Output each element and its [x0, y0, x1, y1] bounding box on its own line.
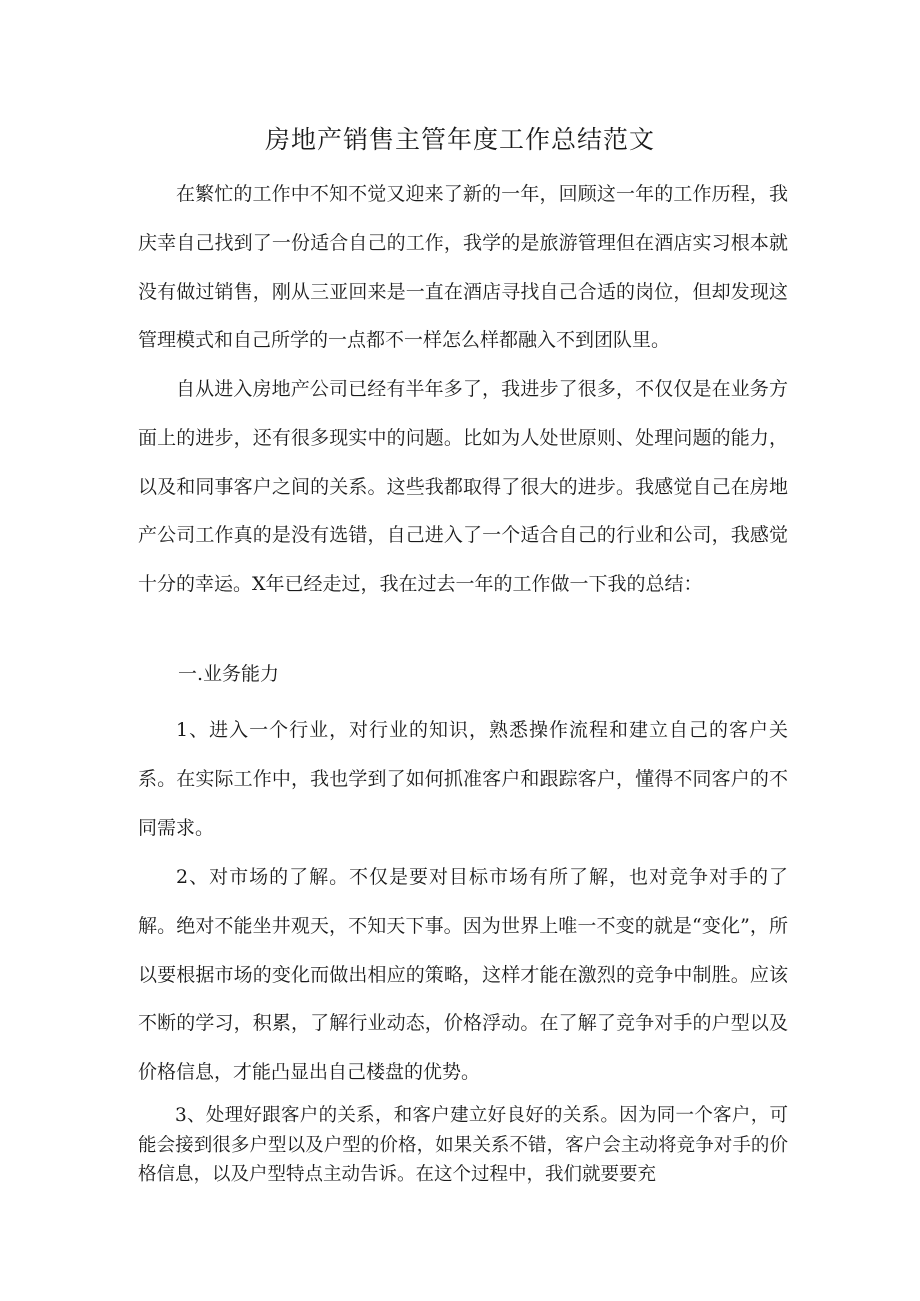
paragraph-intro: 在繁忙的工作中不知不觉又迎来了新的一年，回顾这一年的工作历程，我庆幸自己找到了一份适合自己的工作，我学的是旅游管理但在酒店实习根本就没有做过销售，刚从三亚回来是一直在酒店寻找自己合适的岗位，但却发现这管理模式和自己所学的一点都不一样怎么样都融入不到团队里。	[138, 183, 788, 352]
document-title: 房地产销售主管年度工作总结范文	[264, 125, 655, 154]
list-item-1: 1、进入一个行业，对行业的知识，熟悉操作流程和建立自己的客户关系。在实际工作中，我也学到了如何抓准客户和跟踪客户，懂得不同客户的不同需求。	[138, 719, 788, 839]
paragraph-progress: 自从进入房地产公司已经有半年多了，我进步了很多，不仅仅是在业务方面上的进步，还有很多现实中的问题。比如为人处世原则、处理问题的能力，以及和同事客户之间的关系。这些我都取得了很大的进步。我感觉自己在房地产公司工作真的是没有选错，自己进入了一个适合自己的行业和公司，我感觉十分的幸运。X年已经走过，我在过去一年的工作做一下我的总结：	[138, 378, 788, 596]
list-item-3: 3、处理好跟客户的关系，和客户建立好良好的关系。因为同一个客户，可能会接到很多户型以及户型的价格，如果关系不错，客户会主动将竞争对手的价格信息，以及户型特点主动告诉。在这个过程中，我们就要要充	[138, 1105, 788, 1185]
section-heading: 一.业务能力	[178, 663, 280, 685]
list-item-2: 2、对市场的了解。不仅是要对目标市场有所了解，也对竞争对手的了解。绝对不能坐井观天，不知天下事。因为世界上唯一不变的就是“变化”，所以要根据市场的变化而做出相应的策略，这样才能在激烈的竞争中制胜。应该不断的学习，积累，了解行业动态，价格浮动。在了解了竞争对手的户型以及价格信息，才能凸显出自己楼盘的优势。	[138, 866, 788, 1084]
